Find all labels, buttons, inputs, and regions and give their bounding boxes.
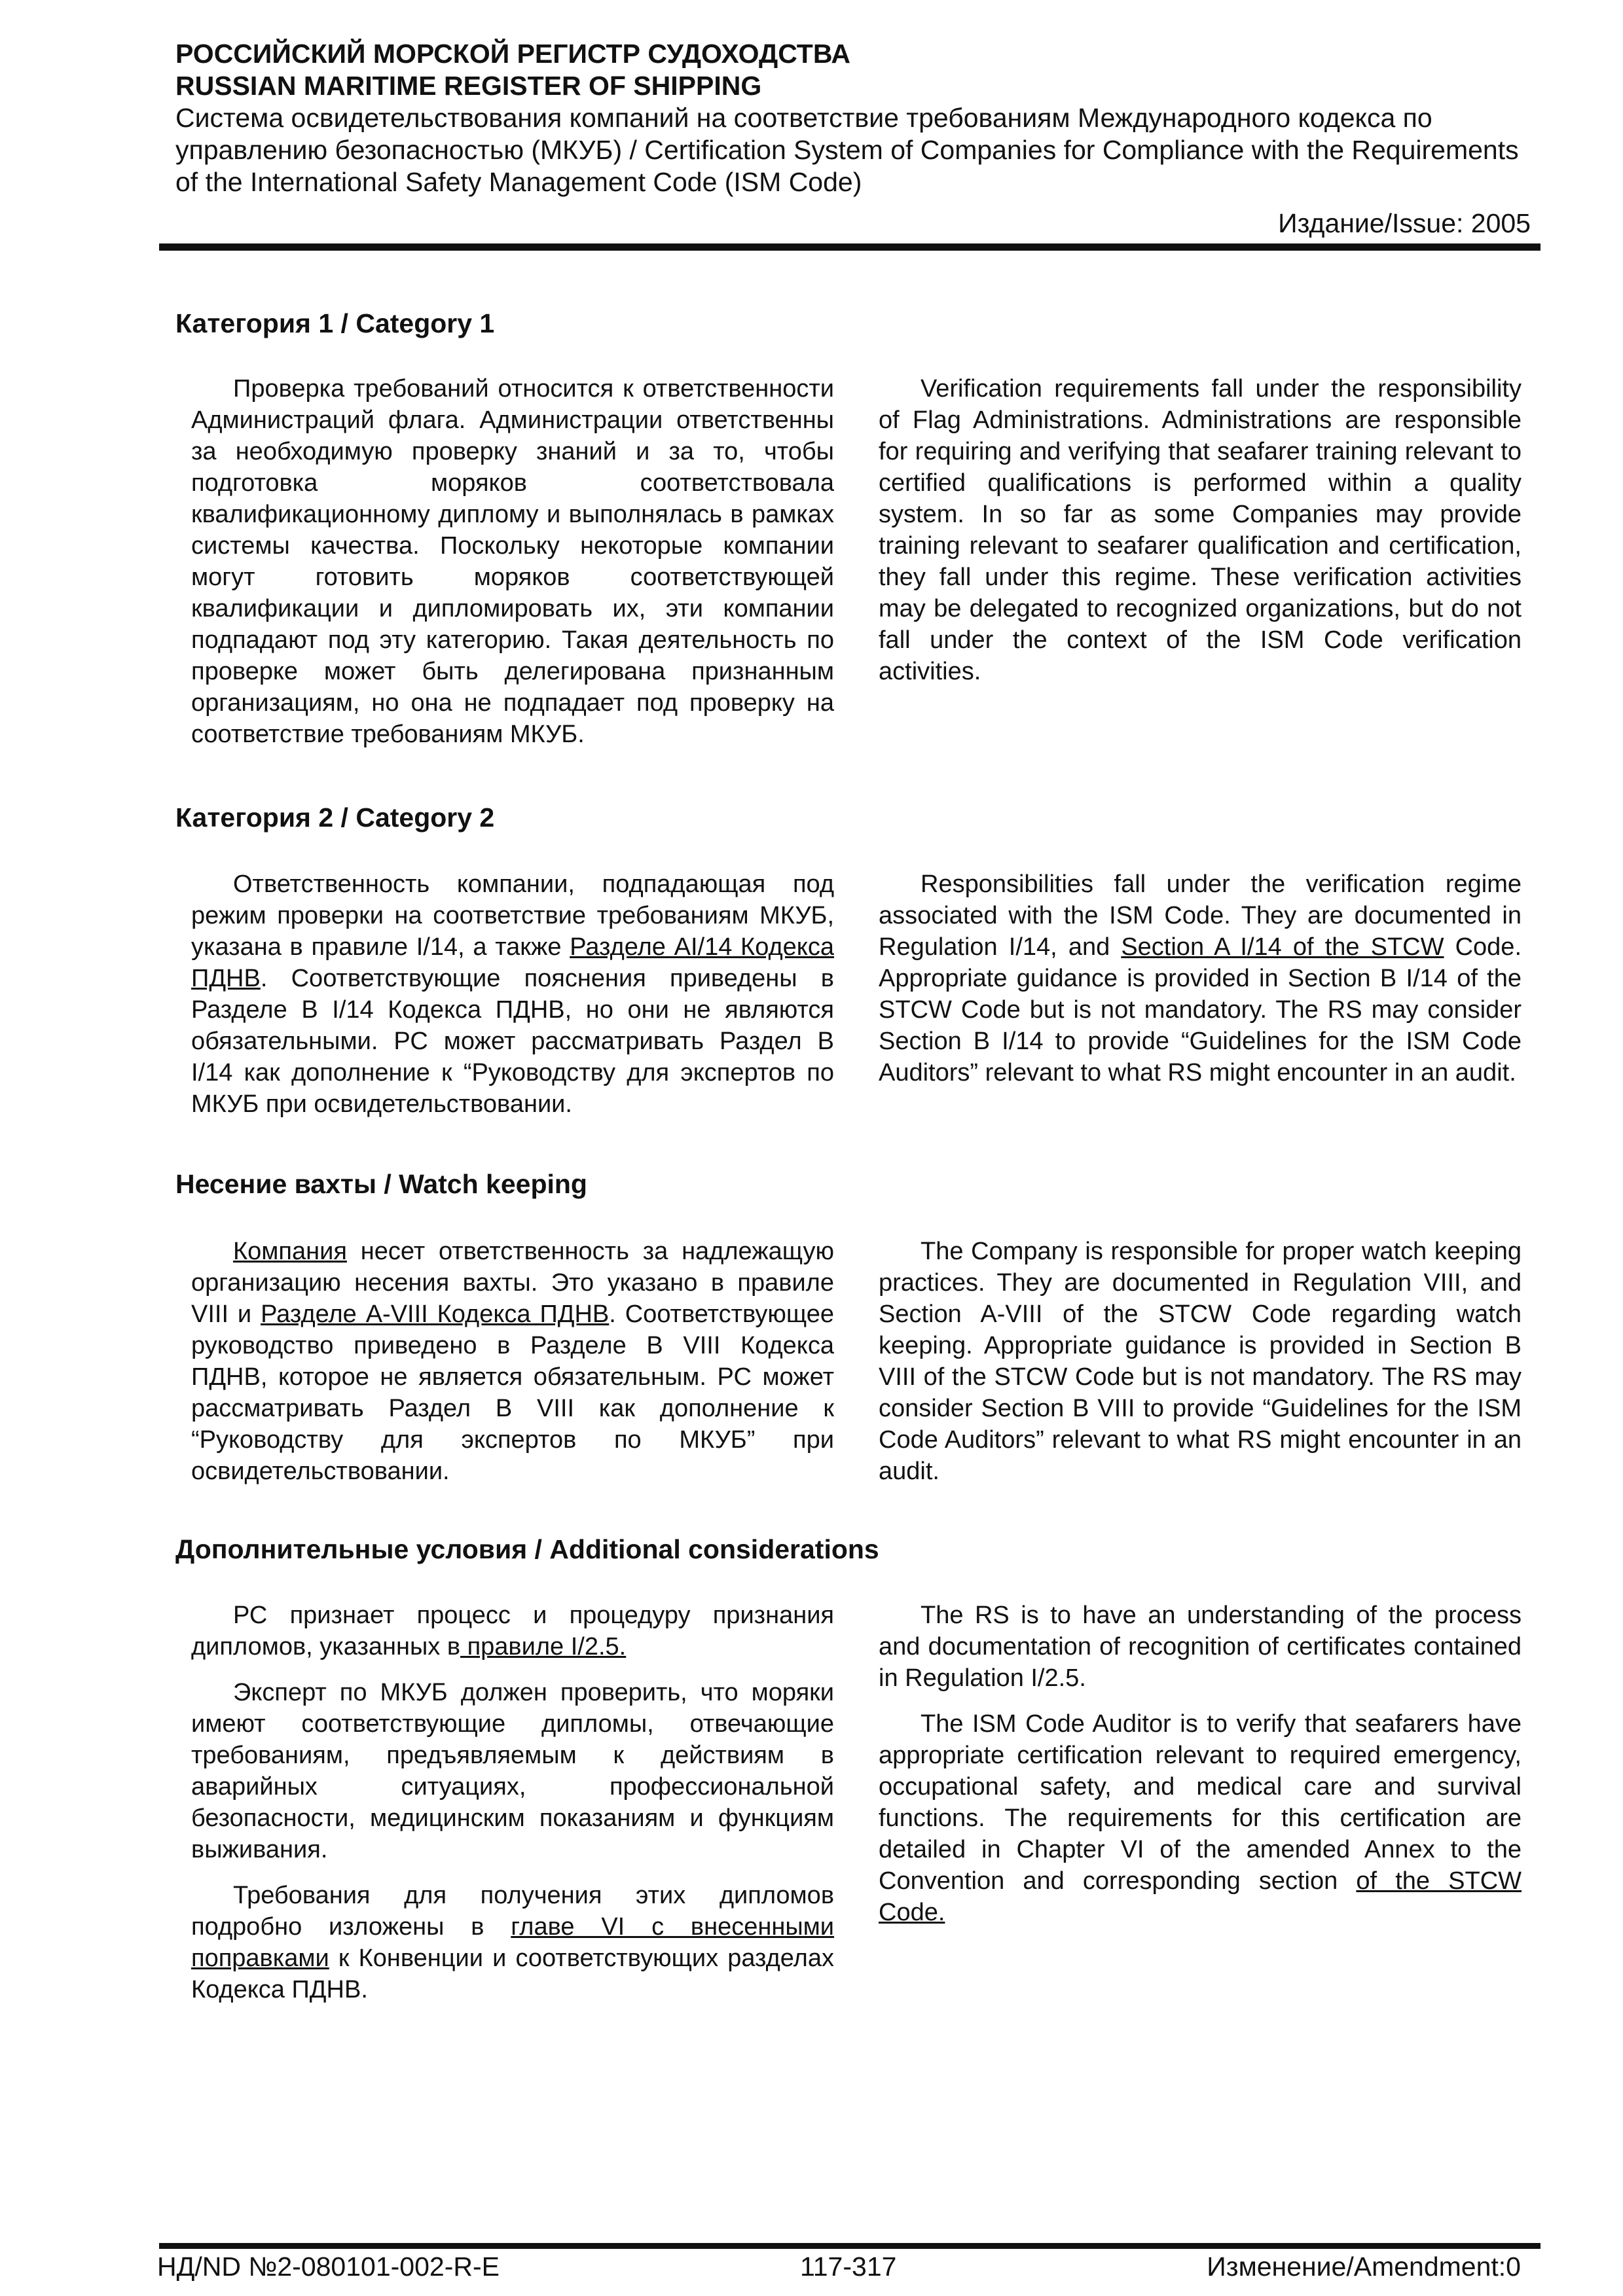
watch-keeping-paragraph-en: The Company is responsible for proper watch keeping practices. They are documented in Regulation VIII, and Section A-VIII of the STCW Code regarding watch keeping. Appropriate guidance is provided in Section B VIII of the STCW Code but is not mandatory. The RS may consider Section B VIII to provide “Guidelines for the ISM Code Auditors” relevant to what RS might encounter in an audit. (879, 1238, 1522, 1485)
category-2-ru-link: Разделе AI/14 Кодекса ПДНВ (191, 933, 834, 992)
additional-ru-p3-text-2: к Конвенции и соответствующих разделах Кодекса ПДНВ. (191, 1945, 834, 2003)
section-title-additional: Дополнительные условия / Additional considerations (175, 1534, 879, 1564)
footer-doc-number: НД/ND №2-080101-002-R-E (157, 2251, 500, 2282)
footer-divider (159, 2243, 1541, 2249)
category-2-paragraph-ru (191, 869, 834, 1120)
additional-ru-p3-link: главе VI с внесенными поправками (191, 1913, 834, 1972)
section-title-watch-keeping: Несение вахты / Watch keeping (175, 1169, 587, 1199)
category-1-text-en (879, 373, 1522, 702)
additional-ru-paragraph-2: Эксперт по МКУБ должен проверить, что моряки имеют соответствующие дипломы, отвечающие требованиям, предъявляемым к действиям в аварийных ситуациях, профессиональной безопасности, медицинским показаниям и функциям выживания. (191, 1679, 834, 1863)
category-2-text-ru (191, 869, 834, 1134)
additional-en-p2-text: The ISM Code Auditor is to verify that seafarers have appropriate certification relevant to required emergency, occupational safety, and medical care and survival functions. The requirements for this certification are detailed in Chapter VI of the amended Annex to the Convention and corresponding section (879, 1710, 1522, 1895)
section-title-category-1: Категория 1 / Category 1 (175, 308, 495, 338)
watch-ru-link-company: Компания (233, 1238, 347, 1265)
section-title-category-2: Категория 2 / Category 2 (175, 802, 495, 833)
header-divider (159, 243, 1541, 251)
additional-ru-paragraph-3 (191, 1880, 834, 2005)
category-1-paragraph-ru: Проверка требований относится к ответственности Администраций флага. Администрации ответственны за необходимую проверку знаний и за то, чтобы подготовка моряков соответствовала квалификационному диплому и выполнялась в рамках системы качества. Поскольку некоторые компании могут готовить моряков соответствующей квалификации и дипломировать их, эти компании подпадают под эту категорию. Такая деятельность по проверке может быть делегирована признанным организациям, но она не подпадает под проверку на соответствие требованиям МКУБ. (191, 375, 834, 748)
category-2-paragraph-en (879, 869, 1522, 1088)
document-header (175, 38, 1531, 240)
header-issue: Издание/Issue: 2005 (1278, 208, 1531, 238)
additional-en-p2-link: of the STCW Code. (879, 1867, 1522, 1926)
category-2-en-link: Section A I/14 of the STCW (1121, 933, 1444, 961)
category-2-ru-text-2: . Соответствующие пояснения приведены в Разделе B I/14 Кодекса ПДНВ, но они не являются обязательными. РС может рассматривать Раздел B I/14 как дополнение к “Руководству для экспертов по МКУБ при освидетельствовании. (191, 965, 834, 1118)
watch-keeping-paragraph-ru (191, 1236, 834, 1487)
category-1-paragraph-en: Verification requirements fall under the responsibility of Flag Administrations. Administrations are responsible for requiring and verifying that seafarer training relevant to certified qualifications is performed within a quality system. In so far as some Companies may provide training relevant to seafarer qualification and certification, they fall under this regime. These verification activities may be delegated to recognized organizations, but do not fall under the context of the ISM Code verification activities. (879, 375, 1522, 685)
header-title-ru: РОССИЙСКИЙ МОРСКОЙ РЕГИСТР СУДОХОДСТВА (175, 39, 851, 69)
watch-keeping-text-ru (191, 1236, 834, 1501)
watch-ru-text-2: . Соответствующее руководство приведено в Разделе B VIII Кодекса ПДНВ, которое не является обязательным. РС может рассматривать Раздел B VIII как дополнение к “Руководству для экспертов по МКУБ” при освидетельствовании. (191, 1300, 834, 1485)
additional-ru-p1-link: правиле I/2.5. (460, 1633, 627, 1660)
watch-ru-text-1: несет ответственность за надлежащую организацию несения вахты. Это указано в правиле VIII и (191, 1238, 834, 1328)
category-1-text-ru (191, 373, 834, 764)
category-2-en-text-2: Code. Appropriate guidance is provided in Section B I/14 of the STCW Code but is not mandatory. The RS may consider Section B I/14 to provide “Guidelines for the ISM Code Auditors” relevant to what RS might encounter in an audit. (879, 933, 1522, 1086)
category-2-text-en (879, 869, 1522, 1103)
additional-ru-paragraph-1 (191, 1600, 834, 1662)
watch-ru-link-section: Разделе A-VIII Кодекса ПДНВ (261, 1300, 610, 1328)
footer-amendment: Изменение/Amendment:0 (1207, 2251, 1521, 2282)
footer-page-number: 117-317 (800, 2251, 897, 2282)
additional-en-paragraph-2 (879, 1708, 1522, 1928)
watch-keeping-text-en (879, 1236, 1522, 1501)
additional-ru-p3-text-1: Требования для получения этих дипломов подробно изложены в (191, 1882, 834, 1941)
additional-text-ru (191, 1600, 834, 2020)
additional-en-paragraph-1: The RS is to have an understanding of the process and documentation of recognition of certificates contained in Regulation I/2.5. (879, 1602, 1522, 1692)
category-2-en-text-1: Responsibilities fall under the verification regime associated with the ISM Code. They are documented in Regulation I/14, and (879, 870, 1522, 961)
additional-ru-p1-text: РС признает процесс и процедуру признания дипломов, указанных в (191, 1602, 834, 1660)
additional-text-en (879, 1600, 1522, 1943)
header-subtitle: Система освидетельствования компаний на соответствие требованиям Международного кодекса по управлению безопасностью (МКУБ) / Certification System of Companies for Compliance with the Requirements of the International Safety Management Code (ISM Code) (175, 103, 1519, 197)
category-2-ru-text-1: Ответственность компании, подпадающая под режим проверки на соответствие требованиям МКУБ, указана в правиле I/14, а также (191, 870, 834, 961)
header-title-en: RUSSIAN MARITIME REGISTER OF SHIPPING (175, 71, 762, 101)
